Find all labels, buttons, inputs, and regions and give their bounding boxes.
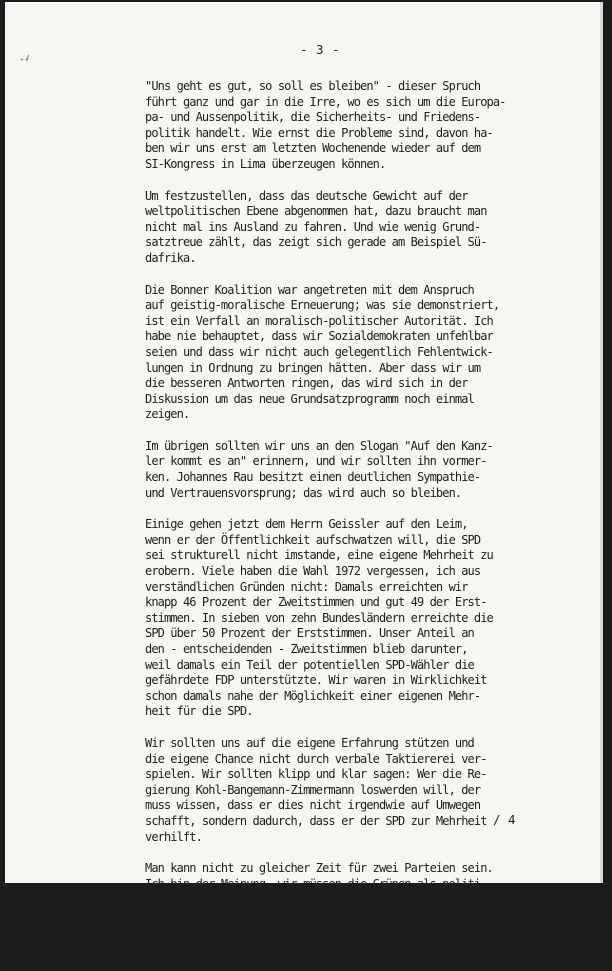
text-line: Um festzustellen, dass das deutsche Gewicht auf der (145, 188, 468, 203)
text-line: schon damals nahe der Möglichkeit einer eigenen Mehr- (145, 688, 481, 703)
text-line: die eigene Chance nicht durch verbale Taktiererei ver- (145, 751, 487, 766)
paragraph (145, 736, 585, 845)
text-line: nicht mal ins Ausland zu fahren. Und wie wenig Grund- (145, 219, 481, 234)
text-line: gefährdete FDP unterstützte. Wir waren in Wirklichkeit (145, 673, 487, 688)
text-line: knapp 46 Prozent der Zweitstimmen und gut 49 der Erst- (145, 595, 487, 610)
text-line: auf geistig-moralische Erneuerung; was sie demonstriert, (145, 298, 500, 313)
text-line: lungen in Ordnung zu bringen hätten. Aber dass wir um (145, 360, 481, 375)
document-page (5, 2, 603, 954)
text-line: Ich bin der Meinung, wir müssen die Grünen als politi- (145, 876, 487, 891)
paragraph (145, 861, 585, 955)
text-line: und Vertrauensvorsprung; das wird auch so bleiben. (145, 485, 462, 500)
text-line: weil damals ein Teil der potentiellen SPD-Wähler die (145, 657, 474, 672)
text-line: gierung Kohl-Bangemann-Zimmermann loswerden will, der (145, 782, 481, 797)
page-number: - 3 - (300, 42, 341, 57)
text-line: politik handelt. Wie ernst die Probleme sind, davon ha- (145, 125, 493, 140)
text-line: ist ein Verfall an moralisch-politischer Autorität. Ich (145, 313, 493, 328)
text-line: sei strukturell nicht imstande, eine eigene Mehrheit zu (145, 548, 493, 563)
text-line: mit deren illusorischen und abwegigen Positionen. (145, 939, 455, 954)
text-line: spielen. Wir sollten klipp und klar sagen: Wer die Re- (145, 767, 487, 782)
text-line: SPD über 50 Prozent der Erststimmen. Unser Anteil an (145, 626, 474, 641)
text-line: "Uns geht es gut, so soll es bleiben" - dieser Spruch (145, 79, 481, 93)
text-line: SI-Kongress in Lima überzeugen können. (145, 156, 386, 171)
text-line: sche Gegner bekämpfen - nicht in einer Schlammschlacht, (145, 892, 493, 907)
text-line: heit für die SPD. (145, 704, 253, 719)
text-line: Im übrigen sollten wir uns an den Slogan "Auf den Kanz- (145, 438, 493, 453)
paragraph (145, 517, 585, 720)
text-line: Gespenstern tut, sondern in Form der Auseinandersetzung (145, 923, 493, 938)
text-line: Die Bonner Koalition war angetreten mit dem Anspruch (145, 282, 474, 297)
text-line: führt ganz und gar in die Irre, wo es sich um die Europa- (145, 94, 506, 109)
text-line: weltpolitischen Ebene abgenommen hat, dazu braucht man (145, 204, 487, 219)
text-line: ken. Johannes Rau besitzt einen deutlichen Sympathie- (145, 470, 481, 485)
text-line: habe nie behauptet, dass wir Sozialdemokraten unfehlbar (145, 329, 493, 344)
text-line: erobern. Viele haben die Wahl 1972 vergessen, ich aus (145, 564, 481, 579)
text-line: stimmen. In sieben von zehn Bundesländern erreichte die (145, 610, 493, 625)
text-line: Diskussion um das neue Grundsatzprogramm noch einmal (145, 391, 474, 406)
text-line: ler kommt es an" erinnern, und wir sollten ihn vormer- (145, 454, 487, 469)
text-line: ben wir uns erst am letzten Wochenende wieder auf dem (145, 141, 481, 156)
text-line: den - entscheidenden - Zweitstimmen blieb darunter, (145, 642, 468, 656)
paragraph (145, 283, 585, 423)
text-line: satztreue zählt, das zeigt sich gerade am Beispiel Sü- (145, 235, 487, 250)
document-body (145, 79, 585, 971)
page-edge (600, 2, 603, 883)
text-line: wie es die CDU dann auch noch mit Hilfe von Rot-Grün- (145, 907, 481, 922)
text-line: pa- und Aussenpolitik, die Sicherheits- und Friedens- (145, 110, 481, 125)
paragraph (145, 79, 585, 173)
text-line: verhilft. (145, 829, 202, 844)
text-line: Wir sollten uns auf die eigene Erfahrung stützen und (145, 735, 474, 750)
text-line: muss wissen, dass er dies nicht irgendwie auf Umwegen (145, 798, 481, 813)
paragraph (145, 439, 585, 501)
text-line: dafrika. (145, 250, 196, 265)
paragraph (145, 189, 585, 267)
corner-pen-mark: ·✓ (17, 52, 33, 67)
text-line: Man kann nicht zu gleicher Zeit für zwei Parteien sein. (145, 861, 493, 876)
text-line: wenn er der Öffentlichkeit aufschwatzen will, die SPD (145, 532, 481, 547)
next-page-marker: / 4 (493, 812, 516, 827)
text-line: zeigen. (145, 407, 190, 422)
text-line: die besseren Antworten ringen, das wird sich in der (145, 376, 468, 391)
text-line: seien und dass wir nicht auch gelegentlich Fehlentwick- (145, 344, 493, 359)
text-line: verständlichen Gründen nicht: Damals erreichten wir (145, 579, 468, 594)
text-line: schafft, sondern dadurch, dass er der SPD zur Mehrheit (145, 813, 487, 828)
text-line: Einige gehen jetzt dem Herrn Geissler auf den Leim, (145, 517, 468, 532)
